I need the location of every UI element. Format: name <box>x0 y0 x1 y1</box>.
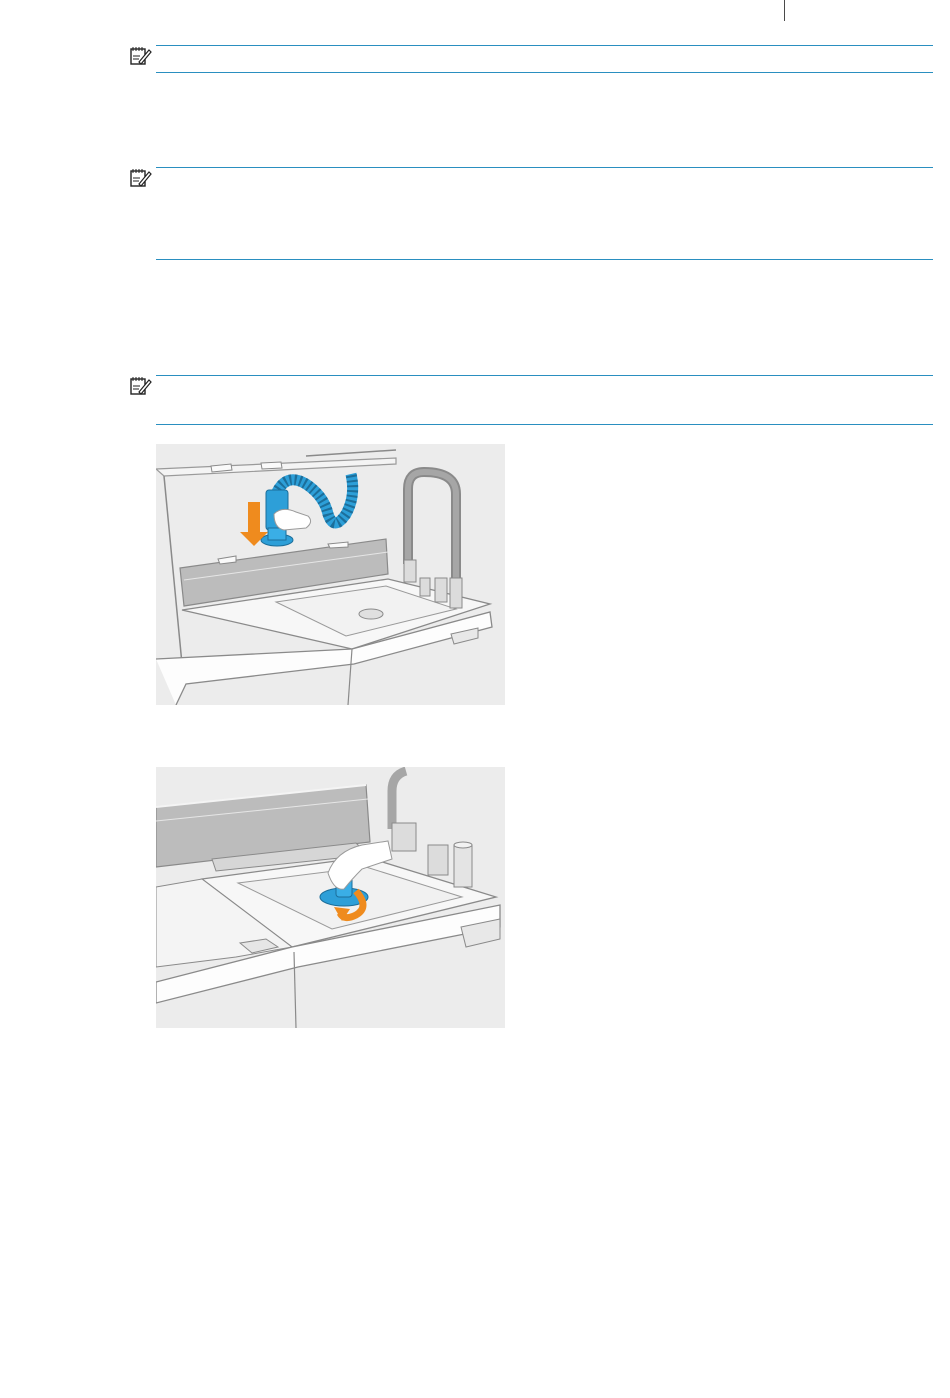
note-bottom-rule <box>156 259 933 260</box>
lid-rotate-illustration <box>156 767 505 1028</box>
note-top-rule <box>156 167 933 168</box>
note-block-1 <box>129 45 933 75</box>
note-icon <box>129 167 153 189</box>
note-bottom-rule <box>156 72 933 73</box>
page-margin-rule <box>784 0 785 21</box>
note-icon <box>129 375 153 397</box>
vacuum-hose-illustration <box>156 444 505 705</box>
note-bottom-rule <box>156 424 933 425</box>
note-block-2 <box>129 167 933 262</box>
note-top-rule <box>156 375 933 376</box>
note-icon <box>129 45 153 67</box>
note-top-rule <box>156 45 933 46</box>
note-block-3 <box>129 375 933 427</box>
